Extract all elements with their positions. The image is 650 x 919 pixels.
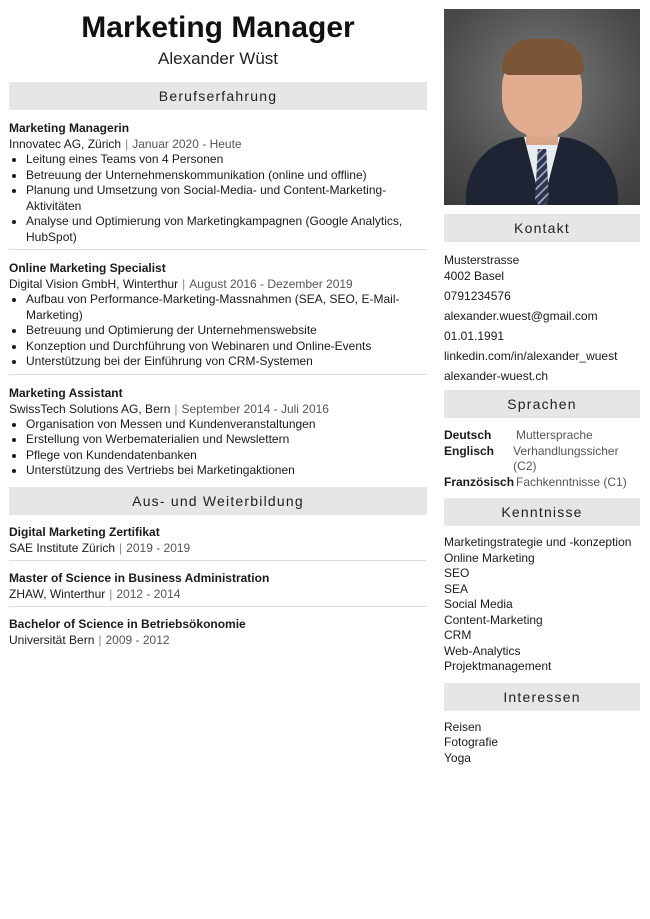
language-level: Muttersprache — [516, 428, 593, 442]
skill-item: CRM — [444, 628, 472, 642]
experience-entry — [9, 110, 427, 250]
language-level: Fachkenntnisse (C1) — [516, 474, 627, 489]
linkedin-link[interactable]: linkedin.com/in/alexander_wuest — [444, 349, 618, 363]
experience-entry — [9, 250, 427, 375]
profile-photo — [444, 9, 640, 205]
job-dates: August 2016 - Dezember 2019 — [189, 277, 353, 291]
page-title: Marketing Manager — [81, 11, 355, 44]
bullet-item: • Planung und Umsetzung von Social-Media- und Content-Marketing-Aktivitäten — [26, 183, 427, 214]
education-dates: 2012 - 2014 — [116, 586, 181, 601]
language-name: Englisch — [444, 443, 495, 458]
job-responsibilities — [9, 417, 427, 479]
job-dates: September 2014 - Juli 2016 — [181, 401, 329, 416]
separator: | — [119, 540, 123, 555]
separator: | — [98, 632, 102, 647]
email-address[interactable]: alexander.wuest@gmail.com — [444, 309, 598, 323]
section-heading-education: Aus- und Weiterbildung — [9, 487, 427, 515]
institution: ZHAW, Winterthur — [9, 586, 106, 601]
bullet-item: • Konzeption und Durchführung von Webinaren und Online-Events — [26, 339, 427, 355]
job-responsibilities — [9, 292, 427, 370]
person-name: Alexander Wüst — [158, 49, 278, 68]
language-name: Französisch — [444, 474, 515, 489]
bullet-item: • Pflege von Kundendatenbanken — [26, 448, 427, 464]
language-list — [444, 418, 640, 490]
contact-details — [444, 242, 640, 384]
website-link[interactable]: alexander-wuest.ch — [444, 369, 549, 383]
language-row — [444, 444, 640, 475]
separator: | — [125, 137, 129, 151]
job-meta — [9, 276, 427, 292]
skill-item: Marketingstrategie und -konzeption — [444, 535, 632, 549]
skill-item: Projektmanagement — [444, 659, 552, 673]
experience-list — [9, 110, 427, 483]
section-heading-interests: Interessen — [444, 683, 640, 711]
job-title: Online Marketing Specialist — [9, 261, 166, 275]
bullet-item: • Organisation von Messen und Kundenveranstaltungen — [26, 417, 427, 433]
section-heading-experience: Berufserfahrung — [9, 82, 427, 110]
bullet-item: • Unterstützung des Vertriebs bei Marketingaktionen — [26, 463, 427, 479]
photo-hair — [502, 39, 584, 75]
bullet-item: • Aufbau von Performance-Marketing-Massnahmen (SEA, SEO, E-Mail-Marketing) — [26, 292, 427, 323]
education-list — [9, 515, 427, 652]
skill-item: Online Marketing — [444, 550, 535, 565]
address-street: Musterstrasse — [444, 253, 520, 267]
bullet-item: • Betreuung und Optimierung der Unternehmenswebsite — [26, 323, 427, 339]
separator: | — [174, 401, 178, 416]
skill-item: Social Media — [444, 597, 513, 611]
language-name: Deutsch — [444, 428, 492, 442]
bullet-item: • Erstellung von Werbematerialien und Newslettern — [26, 432, 427, 448]
job-responsibilities — [9, 152, 427, 245]
education-dates: 2009 - 2012 — [105, 632, 170, 647]
address-city: 4002 Basel — [444, 269, 505, 283]
job-dates: Januar 2020 - Heute — [132, 137, 242, 151]
section-heading-skills: Kenntnisse — [444, 498, 640, 526]
language-level: Verhandlungssicher (C2) — [513, 443, 619, 473]
separator: | — [182, 277, 186, 291]
language-row — [444, 475, 640, 491]
employer: Digital Vision GmbH, Winterthur — [9, 277, 179, 291]
skill-item: SEO — [444, 566, 470, 580]
interest-item: Yoga — [444, 750, 471, 765]
education-dates: 2019 - 2019 — [126, 540, 191, 555]
education-meta — [9, 586, 427, 602]
interest-item: Reisen — [444, 719, 482, 734]
job-meta — [9, 401, 427, 417]
employer: SwissTech Solutions AG, Bern — [9, 401, 171, 416]
job-title: Marketing Managerin — [9, 121, 130, 135]
education-meta — [9, 540, 427, 556]
degree-title: Digital Marketing Zertifikat — [9, 524, 160, 539]
degree-title: Bachelor of Science in Betriebsökonomie — [9, 616, 246, 631]
interests-list — [444, 711, 640, 767]
address — [444, 252, 640, 284]
skill-item: Web-Analytics — [444, 643, 521, 658]
education-entry — [9, 561, 427, 607]
employer: Innovatec AG, Zürich — [9, 137, 122, 151]
job-meta — [9, 136, 427, 152]
degree-title: Master of Science in Business Administration — [9, 570, 270, 585]
education-entry — [9, 607, 427, 652]
skill-item: SEA — [444, 581, 469, 596]
sidebar — [444, 9, 640, 766]
job-title: Marketing Assistant — [9, 385, 123, 400]
bullet-item: • Leitung eines Teams von 4 Personen — [26, 152, 427, 168]
institution: SAE Institute Zürich — [9, 540, 116, 555]
phone-number[interactable]: 0791234576 — [444, 289, 511, 303]
separator: | — [109, 586, 113, 601]
experience-entry — [9, 375, 427, 483]
main-column — [9, 0, 427, 652]
section-heading-contact: Kontakt — [444, 214, 640, 242]
institution: Universität Bern — [9, 632, 95, 647]
skill-item: Content-Marketing — [444, 612, 543, 627]
education-meta — [9, 632, 427, 648]
bullet-item: • Betreuung der Unternehmenskommunikation (online und offline) — [26, 168, 427, 184]
birthdate: 01.01.1991 — [444, 329, 505, 343]
skills-list — [444, 526, 640, 675]
bullet-item: • Unterstützung bei der Einführung von CRM-Systemen — [26, 354, 427, 370]
bullet-item: • Analyse und Optimierung von Marketingkampagnen (Google Analytics, HubSpot) — [26, 214, 427, 245]
section-heading-languages: Sprachen — [444, 390, 640, 418]
education-entry — [9, 515, 427, 561]
interest-item: Fotografie — [444, 735, 499, 749]
language-row — [444, 428, 640, 444]
